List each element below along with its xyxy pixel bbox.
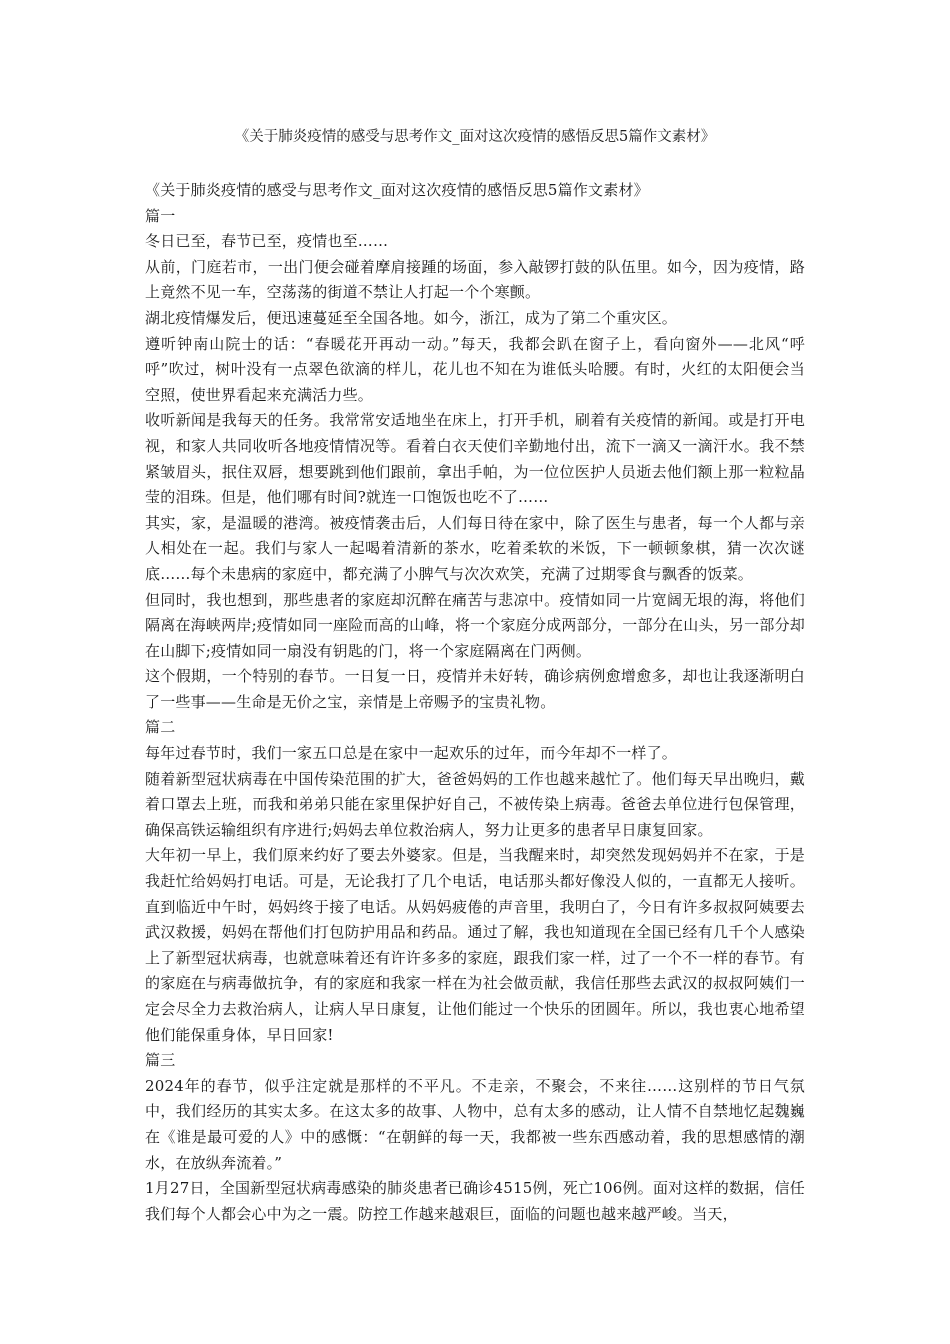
paragraph: 这个假期，一个特别的春节。一日复一日，疫情并未好转，确诊病例愈增愈多，却也让我逐渐明白了一些事——生命是无价之宝，亲情是上帝赐予的宝贵礼物。 [145, 667, 805, 711]
section-heading-1: 篇一 [145, 206, 176, 225]
document-title: 《关于肺炎疫情的感受与思考作文_面对这次疫情的感悟反思5篇作文素材》 [234, 129, 716, 145]
paragraph: 2024年的春节，似乎注定就是那样的不平凡。不走亲，不聚会，不来往……这别样的节日气氛中，我们经历的其实太多。在这太多的故事、人物中，总有太多的感动，让人情不自禁地忆起魏巍在《谁是最可爱的人》中的感慨：“在朝鲜的每一天，我都被一些东西感动着，我的思想感情的潮水，在放纵奔流着。” [145, 1076, 805, 1172]
section-heading-3: 篇三 [145, 1051, 176, 1070]
paragraph: 冬日已至，春节已至，疫情也至…… [145, 232, 389, 251]
paragraph: 1月27日，全国新型冠状病毒感染的肺炎患者已确诊4515例，死亡106例。面对这样的数据，信任我们每个人都会心中为之一震。防控工作越来越艰巨，面临的问题也越来越严峻。当天， [145, 1179, 805, 1223]
intro-title-paragraph: 《关于肺炎疫情的感受与思考作文_面对这次疫情的感悟反思5篇作文素材》 [145, 181, 649, 199]
document-body [145, 178, 805, 1227]
paragraph: 其实，家，是温暖的港湾。被疫情袭击后，人们每日待在家中，除了医生与患者，每一个人都与亲人相处在一起。我们与家人一起喝着清新的茶水，吃着柔软的米饭，下一顿顿象棋，猜一次次谜底……每个未患病的家庭中，都充满了小脾气与次次欢笑，充满了过期零食与飘香的饭菜。 [145, 513, 805, 583]
paragraph: 湖北疫情爆发后，便迅速蔓延至全国各地。如今，浙江，成为了第二个重灾区。 [145, 308, 678, 327]
paragraph: 大年初一早上，我们原来约好了要去外婆家。但是，当我醒来时，却突然发现妈妈并不在家，于是我赶忙给妈妈打电话。可是，无论我打了几个电话，电话那头都好像没人似的，一直都无人接听。直到临近中午时，妈妈终于接了电话。从妈妈疲倦的声音里，我明白了，今日有许多叔叔阿姨要去武汉救援，妈妈在帮他们打包防护用品和药品。通过了解，我也知道现在全国已经有几千个人感染上了新型冠状病毒，也就意味着还有许许多多的家庭，跟我们家一样，过了一个不一样的春节。有的家庭在与病毒做抗争，有的家庭和我家一样在为社会做贡献，我信任那些去武汉的叔叔阿姨们一定会尽全力去救治病人，让病人早日康复，让他们能过一个快乐的团圆年。所以，我也衷心地希望他们能保重身体，早日回家! [145, 846, 805, 1044]
paragraph: 从前，门庭若市，一出门便会碰着摩肩接踵的场面，参入敲锣打鼓的队伍里。如今，因为疫情，路上竟然不见一车，空荡荡的街道不禁让人打起一个个寒颤。 [145, 257, 805, 302]
paragraph: 随着新型冠状病毒在中国传染范围的扩大，爸爸妈妈的工作也越来越忙了。他们每天早出晚归，戴着口罩去上班，而我和弟弟只能在家里保护好自己，不被传染上病毒。爸爸去单位进行包保管理，确保高铁运输组织有序进行;妈妈去单位救治病人，努力让更多的患者早日康复回家。 [145, 769, 805, 839]
paragraph: 遵听钟南山院士的话：“春暖花开再动一动。”每天，我都会趴在窗子上，看向窗外——北风“呼呼”吹过，树叶没有一点翠色欲滴的样儿，花儿也不知在为谁低头哈腰。有时，火红的太阳便会当空照，使世界看起来充满活力些。 [145, 334, 805, 404]
paragraph: 但同时，我也想到，那些患者的家庭却沉醉在痛苦与悲凉中。疫情如同一片宽阔无垠的海，将他们隔离在海峡两岸;疫情如同一座险而高的山峰，将一个家庭分成两部分，一部分在山头，另一部分却在山脚下;疫情如同一扇没有钥匙的门，将一个家庭隔离在门两侧。 [145, 590, 805, 660]
section-heading-2: 篇二 [145, 718, 176, 737]
paragraph: 每年过春节时，我们一家五口总是在家中一起欢乐的过年，而今年却不一样了。 [145, 744, 678, 763]
paragraph: 收听新闻是我每天的任务。我常常安适地坐在床上，打开手机，刷着有关疫情的新闻。或是打开电视，和家人共同收听各地疫情情况等。看着白衣天使们辛勤地付出，流下一滴又一滴汗水。我不禁紧皱眉头，抿住双唇，想要跳到他们跟前，拿出手帕，为一位位医护人员逝去他们额上那一粒粒晶莹的泪珠。但是，他们哪有时间?就连一口饱饭也吃不了…… [145, 411, 805, 507]
